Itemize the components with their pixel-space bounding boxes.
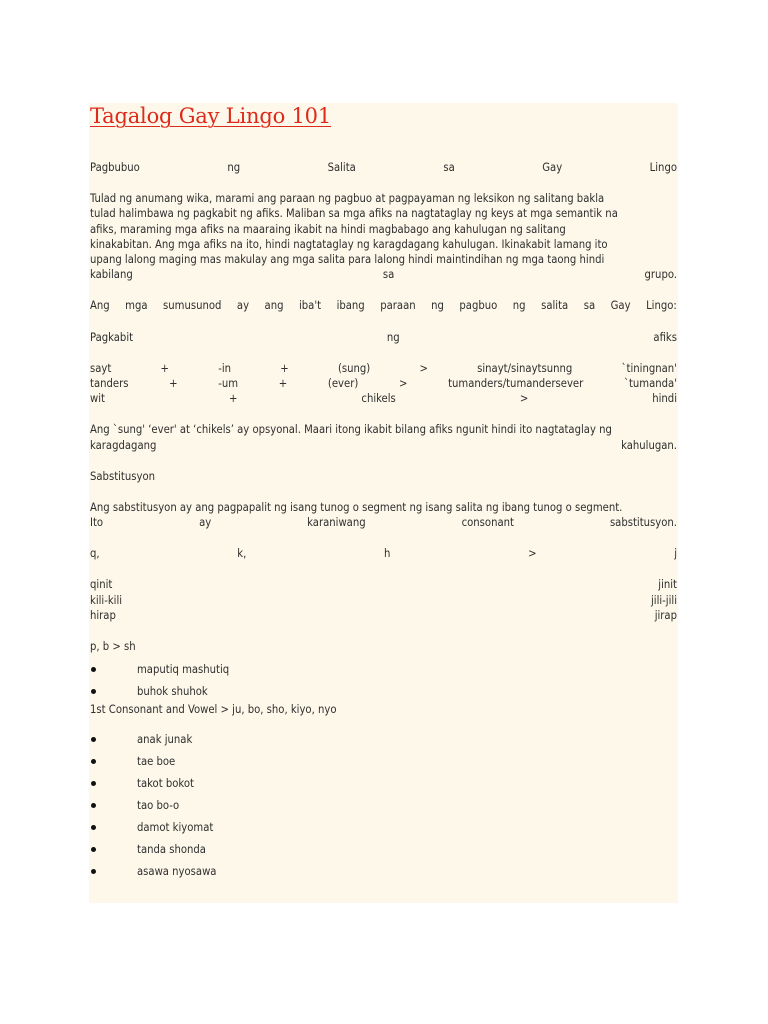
text-word: consonant (461, 516, 514, 530)
list-item (90, 750, 677, 772)
heading-word: afiks (653, 330, 677, 344)
bullet-icon (91, 737, 96, 742)
affix-token: `tumanda' (623, 376, 677, 390)
text-line (90, 267, 677, 282)
affix-token: wit (90, 392, 105, 406)
affix-token: > (419, 361, 428, 375)
text-word: sa (382, 268, 395, 282)
text-line: upang lalong maging mas makulay ang mga salita para lalong hindi maintindihan ng mga taong hindi (90, 253, 605, 266)
text-line: Ang sabstitusyon ay ang pagpapalit ng isang tunog o segment ng isang salita ng ibang tunog o segment. (90, 500, 623, 514)
heading-word: Pagbubuo (90, 161, 140, 174)
list-item-text: asawa nyosawa (137, 864, 217, 878)
list-item (90, 658, 677, 680)
list-item (90, 772, 677, 794)
substitution-rule (90, 546, 677, 561)
rule-cv: 1st Consonant and Vowel > ju, bo, sho, kiyo, nyo (90, 703, 337, 717)
bullet-icon (91, 869, 96, 874)
substitution-examples (90, 577, 677, 623)
example-word: qinit (90, 578, 113, 592)
substitution-example (90, 593, 677, 608)
rule-token: q, (90, 547, 100, 561)
list-item-text: maputiq mashutiq (137, 662, 230, 676)
affix-token: + (169, 376, 178, 390)
text-line (90, 515, 677, 530)
text-word: ay (236, 299, 250, 313)
rule-token: j (674, 547, 677, 561)
heading-word: Salita (327, 161, 356, 174)
text-word: kabilang (90, 268, 133, 282)
text-word: iba't (298, 299, 322, 313)
list-item (90, 794, 677, 816)
text-word: Ito (90, 516, 104, 530)
affix-token: (sung) (337, 361, 371, 375)
text-word: ang (264, 299, 284, 313)
rule-token: h (384, 547, 391, 561)
bullet-icon (91, 847, 96, 852)
bullet-icon (91, 825, 96, 830)
subheading-pagkabit (90, 330, 677, 345)
example-word: kili-kili (90, 593, 123, 607)
example-word: jinit (658, 578, 677, 592)
affix-row (90, 361, 677, 376)
affix-token: > (398, 376, 408, 390)
rule-pb: p, b > sh (90, 640, 136, 654)
text-word: ng (512, 299, 526, 313)
heading-word: ng (227, 161, 241, 174)
substitution-example (90, 608, 677, 623)
rule-token: > (528, 547, 537, 561)
affix-token: chikels (361, 392, 396, 406)
paragraph-optional (90, 422, 677, 452)
bullet-list-cv (90, 728, 677, 882)
text-line (90, 438, 677, 453)
text-word: ng (431, 299, 444, 313)
list-item-text: tanda shonda (137, 842, 206, 856)
text-word: mga (125, 299, 148, 313)
affix-token: + (160, 361, 169, 375)
list-item-text: tae boe (137, 754, 176, 768)
affix-token: + (228, 392, 238, 406)
affix-row (90, 391, 677, 406)
list-item (90, 860, 677, 882)
text-line: Ang `sung' ‘ever' at ‘chikels’ ay opsyonal. Maari itong ikabit bilang afiks ngunit hindi ito nagtataglay ng (90, 423, 612, 437)
example-word: hirap (90, 608, 116, 622)
affix-row (90, 376, 677, 391)
example-word: jirap (654, 608, 677, 622)
bullet-icon (91, 803, 96, 808)
rule-token: k, (237, 547, 247, 561)
subheading-sabstitusyon: Sabstitusyon (90, 469, 155, 483)
list-item (90, 680, 677, 702)
section-heading (90, 160, 677, 175)
text-line: afiks, maraming mga afiks na maaraing ikabit na hindi magbabago ang kahulugan ng salitang (90, 222, 566, 236)
bullet-list-pb (90, 658, 677, 702)
text-word: karagdagang (90, 438, 157, 452)
affix-token: tumanders/tumandersever (448, 376, 584, 390)
affix-token: `tiningnan' (621, 361, 677, 375)
text-word: ay (199, 516, 212, 530)
text-word: ibang (336, 299, 365, 313)
affix-token: -um (218, 376, 239, 390)
text-word: sabstitusyon. (609, 516, 677, 530)
bullet-icon (91, 781, 96, 786)
text-word: kahulugan. (621, 438, 677, 452)
substitution-example (90, 577, 677, 592)
text-word: sumusunod (163, 299, 222, 313)
affix-token: tanders (90, 376, 129, 390)
affix-token: + (278, 376, 288, 390)
text-word: salita (541, 299, 569, 313)
paragraph-sabstitusyon (90, 500, 677, 530)
text-word: pagbuo (459, 299, 498, 313)
affix-token: > (519, 392, 529, 406)
article-body (90, 160, 677, 882)
list-item (90, 728, 677, 750)
text-word: karaniwang (307, 516, 366, 530)
article-title[interactable]: Tagalog Gay Lingo 101 (90, 104, 332, 128)
bullet-icon (91, 667, 96, 672)
bullet-icon (91, 759, 96, 764)
example-word: jili-jili (650, 593, 677, 607)
affix-token: -in (218, 361, 232, 375)
paragraph-intro (90, 191, 677, 282)
affix-examples (90, 361, 677, 407)
list-item (90, 838, 677, 860)
heading-word: Pagkabit (90, 330, 134, 344)
list-item-text: buhok shuhok (137, 684, 208, 698)
text-line: tulad halimbawa ng pagkabit ng afiks. Maliban sa mga afiks na nagtataglay ng keys at mga semantik na (90, 207, 618, 221)
bullet-icon (91, 689, 96, 694)
text-word: paraan (380, 299, 416, 313)
paragraph-methods (90, 298, 677, 313)
list-item-text: takot bokot (137, 776, 194, 790)
list-item-text: tao bo-o (137, 798, 180, 812)
heading-word: sa (443, 161, 455, 174)
affix-token: + (280, 361, 289, 375)
text-line: kinakabitan. Ang mga afiks na ito, hindi nagtataglay ng karagdagang kahulugan. Ikinakabit lamang ito (90, 237, 608, 251)
text-word: Gay (610, 299, 631, 313)
affix-token: sayt (90, 361, 112, 375)
list-item-text: anak junak (137, 732, 193, 746)
list-item-text: damot kiyomat (137, 820, 214, 834)
heading-word: Lingo (649, 161, 677, 174)
text-word: grupo. (644, 268, 677, 282)
list-item (90, 816, 677, 838)
text-word: Ang (90, 299, 110, 313)
affix-token: sinayt/sinaytsunng (477, 361, 573, 375)
text-line: Tulad ng anumang wika, marami ang paraan ng pagbuo at pagpayaman ng leksikon ng salitang bakla (90, 192, 605, 206)
text-word: Lingo: (646, 299, 677, 313)
affix-token: (ever) (327, 376, 359, 390)
text-word: sa (583, 299, 596, 313)
heading-word: ng (386, 330, 400, 344)
heading-word: Gay (542, 161, 563, 174)
affix-token: hindi (652, 392, 677, 406)
